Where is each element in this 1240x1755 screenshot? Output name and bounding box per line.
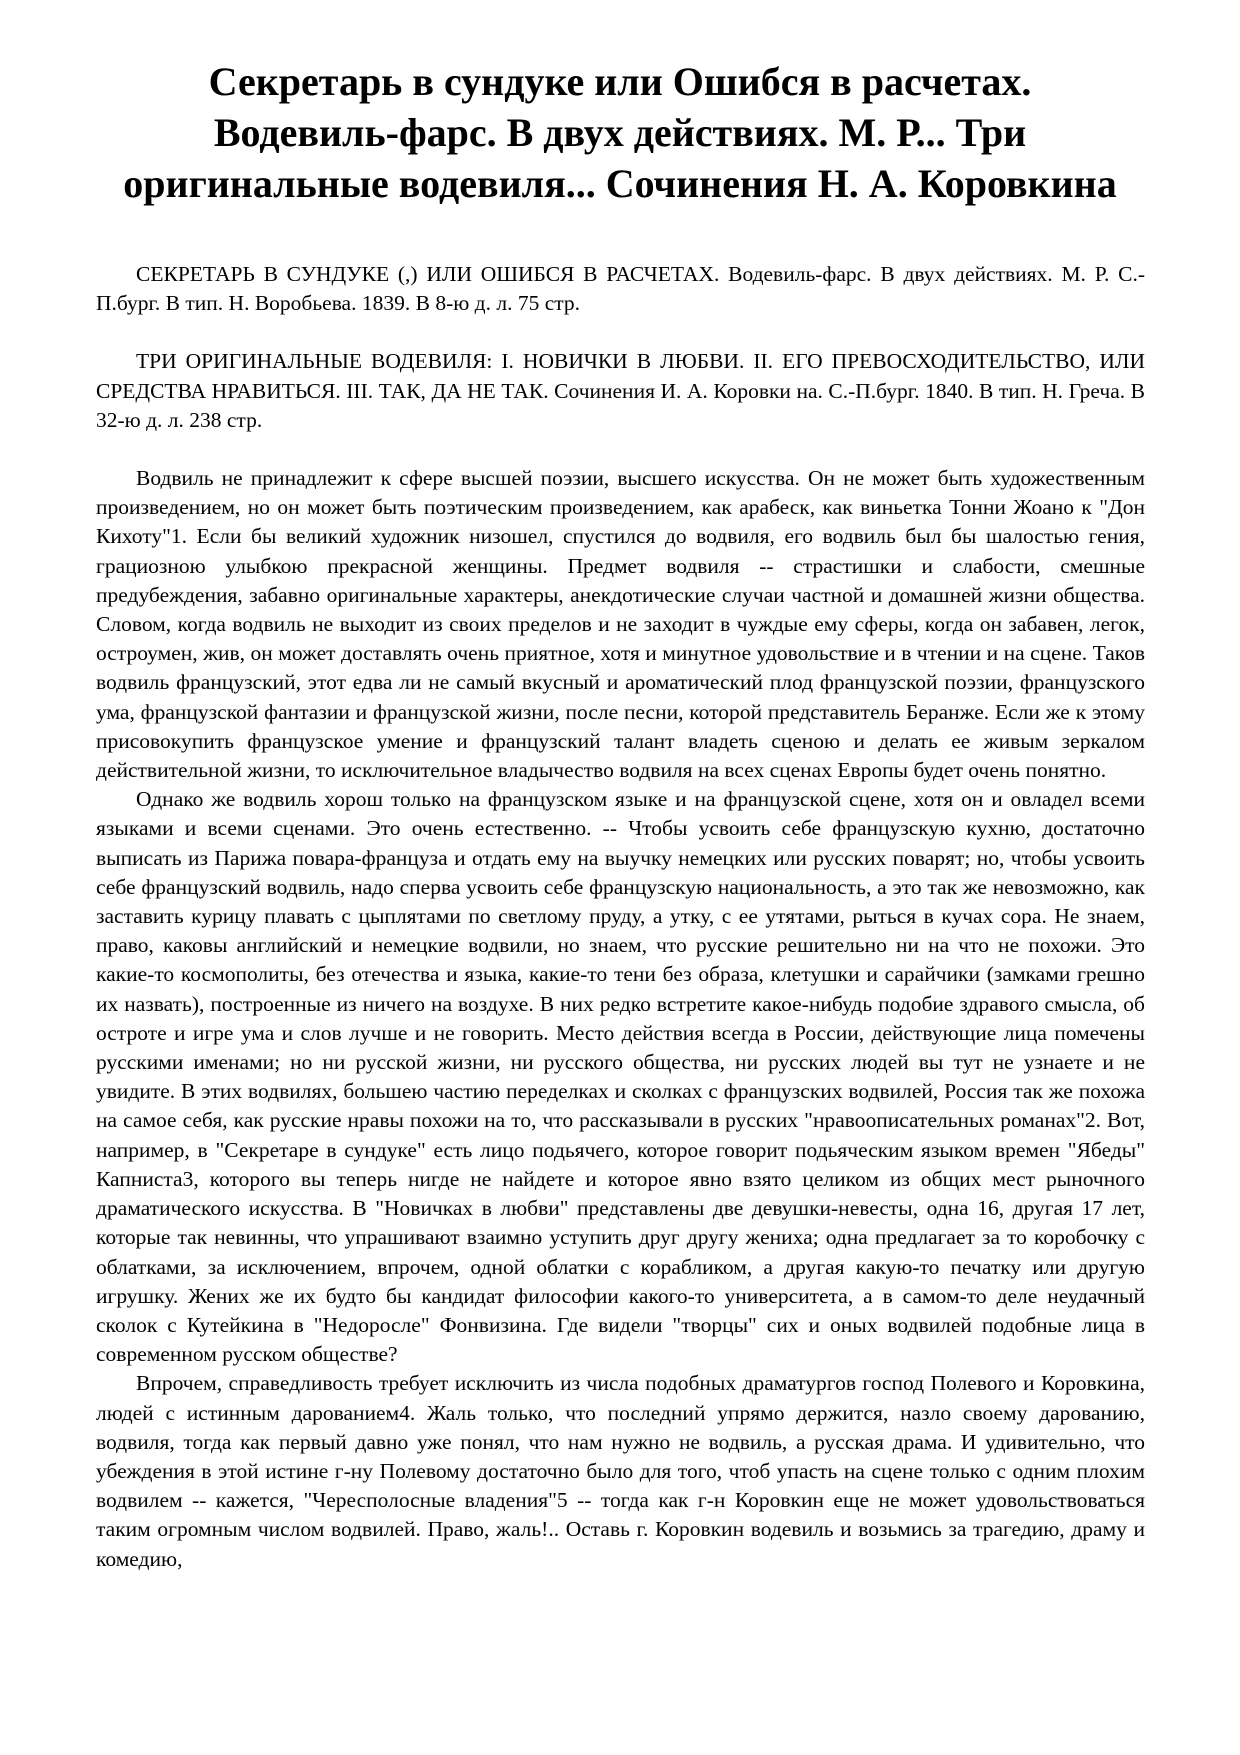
paragraph-2: Однако же водвиль хорош только на французском языке и на французской сцене, хотя он и овладел всеми языками и всеми сценами. Это очень естественно. -- Чтобы усвоить себе французскую кухню, достаточно выписать из Парижа повара-француза и отдать ему на выучку немецких или русских поварят; но, чтобы усвоить себе французский водвиль, надо сперва усвоить себе французскую национальность, а это так же невозможно, как заставить курицу плавать с цыплятами по светлому пруду, а утку, с ее утятами, рыться в кучах сора. Не знаем, право, каковы английский и немецкие водвили, но знаем, что русские решительно ни на что не похожи. Это какие-то космополиты, без отечества и языка, какие-то тени без образа, клетушки и сарайчики (замками грешно их назвать), построенные из ничего на воздухе. В них редко встретите какое-нибудь подобие здравого смысла, об остроте и игре ума и слов лучше и не говорить. Место действия всегда в России, действующие лица помечены русскими именами; но ни русской жизни, ни русского общества, ни русских людей вы тут не узнаете и не увидите. В этих водвилях, большею частию переделках и сколках с французских водвилей, Россия так же похожа на самое себя, как русские нравы похожи на то, что рассказывали в русских "нравоописательных романах"2. Вот, например, в "Секретаре в сундуке" есть лицо подьячего, которое говорит подьяческим языком времен "Ябеды" Капниста3, которого вы теперь нигде не найдете и которое явно взято целиком из общих мест рыночного драматического искусства. В "Новичках в любви" представлены две девушки-невесты, одна 16, другая 17 лет, которые так невинны, что упрашивают взаимно уступить друг другу жениха; одна предлагает за то коробочку с облатками, за исключением, впрочем, одной облатки с корабликом, а другая какую-то печатку или другую игрушку. Жених же их будто бы кандидат философии какого-то университета, а в самом-то деле неудачный сколок с Кутейкина в "Недоросле" Фонвизина. Где видели "творцы" сих и оных водвилей подобные лица в современном русском обществе? xyxy=(96,787,1145,1367)
document-body xyxy=(96,260,1145,1574)
bibliography-entry-1: СЕКРЕТАРЬ В СУНДУКЕ (,) ИЛИ ОШИБСЯ В РАСЧЕТАХ. Водевиль-фарс. В двух действиях. М. Р. С.-П.бург. В тип. Н. Воробьева. 1839. В 8-ю д. л. 75 стр. xyxy=(96,262,1145,316)
document-title: Секретарь в сундуке или Ошибся в расчетах. Водевиль-фарс. В двух действиях. М. Р... Три оригинальные водевиля... Сочинения Н. А. Коровкина xyxy=(123,59,1117,206)
paragraph-1: Водвиль не принадлежит к сфере высшей поэзии, высшего искусства. Он не может быть художественным произведением, но он может быть поэтическим произведением, как арабеск, как виньетка Тонни Жоано к "Дон Кихоту"1. Если бы великий художник низошел, спустился до водвиля, его водвиль был бы шалостью гения, грациозною улыбкою прекрасной женщины. Предмет водвиля -- страстишки и слабости, смешные предубеждения, забавно оригинальные характеры, анекдотические случаи частной и домашней жизни общества. Словом, когда водвиль не выходит из своих пределов и не заходит в чуждые ему сферы, когда он забавен, легок, остроумен, жив, он может доставлять очень приятное, хотя и минутное удовольствие и в чтении и на сцене. Таков водвиль французский, этот едва ли не самый вкусный и ароматический плод французской поэзии, французского ума, французской фантазии и французской жизни, после песни, которой представитель Беранже. Если же к этому присовокупить французское умение и французский талант владеть сценою и делать ее живым зеркалом действительной жизни, то исключительное владычество водвиля на всех сценах Европы будет очень понятно. xyxy=(96,466,1145,783)
paragraph-3: Впрочем, справедливость требует исключить из числа подобных драматургов господ Полевого и Коровкина, людей с истинным дарованием4. Жаль только, что последний упрямо держится, назло своему дарованию, водвиля, тогда как первый давно уже понял, что нам нужно не водвиль, а русская драма. И удивительно, что убеждения в этой истине г-ну Полевому достаточно было для того, чтоб упасть на сцене только с одним плохим водвилем -- кажется, "Чересполосные владения"5 -- тогда как г-н Коровкин еще не может удовольствоваться таким огромным числом водвилей. Право, жаль!.. Оставь г. Коровкин водевиль и возьмись за трагедию, драму и комедию, xyxy=(96,1371,1145,1571)
bibliography-entry-2: ТРИ ОРИГИНАЛЬНЫЕ ВОДЕВИЛЯ: I. НОВИЧКИ В ЛЮБВИ. II. ЕГО ПРЕВОСХОДИТЕЛЬСТВО, ИЛИ СРЕДСТВА НРАВИТЬСЯ. III. ТАК, ДА НЕ ТАК. Сочинения И. А. Коровки на. С.-П.бург. 1840. В тип. Н. Греча. В 32-ю д. л. 238 стр. xyxy=(96,349,1145,432)
